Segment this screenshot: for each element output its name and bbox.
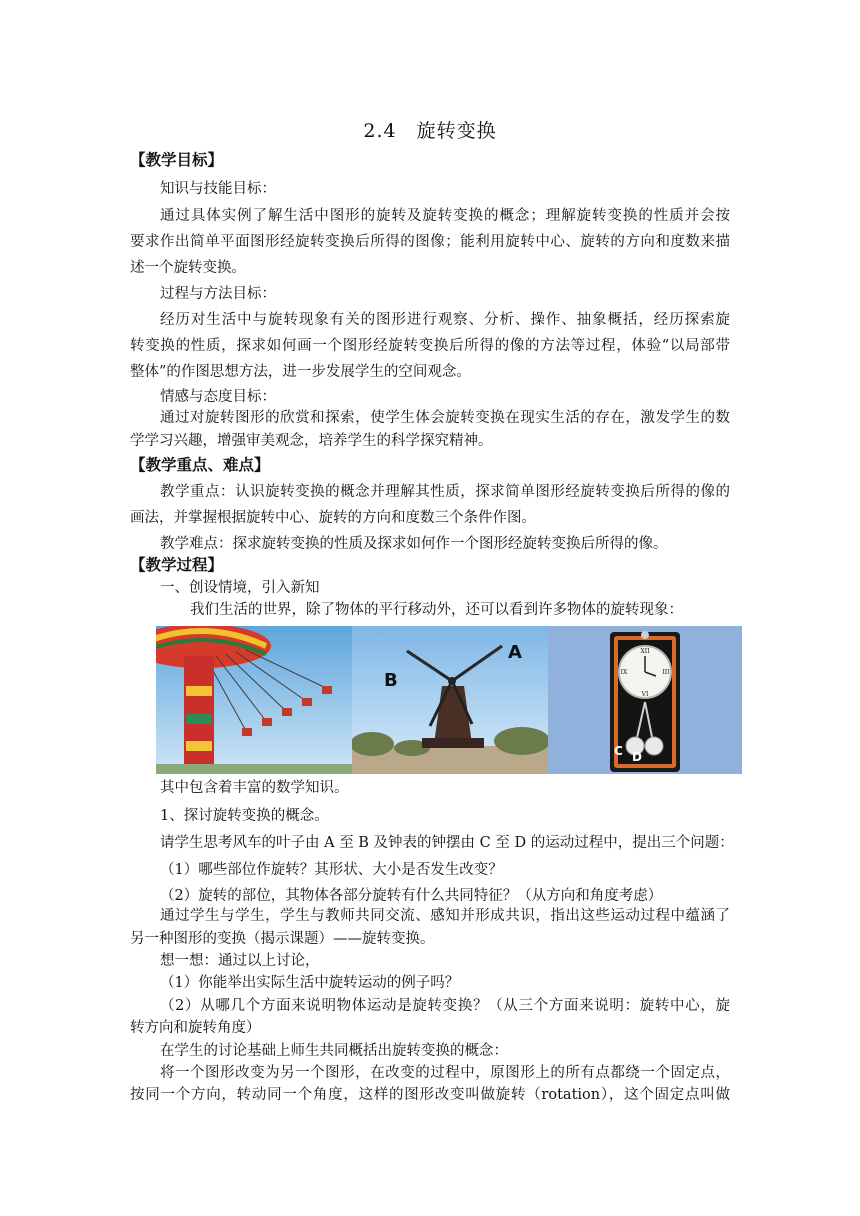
paragraph-line: 要求作出简单平面图形经旋转变换后所得的图像；能利用旋转中心、旋转的方向和度数来描 xyxy=(130,234,730,250)
step1-heading: 一、创设情境，引入新知 xyxy=(160,580,320,596)
paragraph-line: 教学重点：认识旋转变换的概念并理解其性质，探求简单图形经旋转变换后所得的像的 xyxy=(160,484,730,500)
subsection-heading: 1、探讨旋转变换的概念。 xyxy=(160,808,329,824)
clock-label-d: D xyxy=(632,750,642,764)
svg-text:XII: XII xyxy=(640,648,650,655)
paragraph-line: 整体”的作图思想方法，进一步发展学生的空间观念。 xyxy=(130,364,471,380)
paragraph-line: 通过对旋转图形的欣赏和探索，使学生体会旋转变换在现实生活的存在，激发学生的数 xyxy=(160,410,730,426)
paragraph-line: 通过具体实例了解生活中图形的旋转及旋转变换的概念；理解旋转变换的性质并会按 xyxy=(160,208,730,224)
paragraph-line: 将一个图形改变为另一个图形，在改变的过程中，原图形上的所有点都绕一个固定点， xyxy=(160,1065,730,1081)
process2-heading: 【教学过程】 xyxy=(130,555,224,574)
paragraph-line: 在学生的讨论基础上师生共同概括出旋转变换的概念： xyxy=(160,1043,508,1059)
paragraph-line: 转变换的性质，探求如何画一个图形经旋转变换后所得的像的方法等过程，体验“以局部带 xyxy=(130,338,730,354)
paragraph-line: 述一个旋转变换。 xyxy=(130,260,246,276)
think-question-1: （1）你能举出实际生活中旋转运动的例子吗？ xyxy=(160,975,460,991)
pendulum-clock-photo xyxy=(548,626,742,774)
knowledge-heading: 知识与技能目标： xyxy=(160,181,276,197)
paragraph-line: 请学生思考风车的叶子由 A 至 B 及钟表的钟摆由 C 至 D 的运动过程中，提出三个问题： xyxy=(160,835,734,851)
paragraph-line: 教学难点：探求旋转变换的性质及探求如何作一个图形经旋转变换后所得的像。 xyxy=(160,536,668,552)
paragraph-line: 转方向和旋转角度） xyxy=(130,1020,261,1036)
page-title: 2.4 旋转变换 xyxy=(363,120,497,142)
windmill-label-a: A xyxy=(508,642,522,663)
swing-ride-photo xyxy=(156,626,352,774)
paragraph-line: 我们生活的世界，除了物体的平行移动外，还可以看到许多物体的旋转现象： xyxy=(190,602,683,618)
paragraph-line: 其中包含着丰富的数学知识。 xyxy=(160,780,349,796)
clock-label-c: C xyxy=(614,744,623,758)
paragraph-line: 经历对生活中与旋转现象有关的图形进行观察、分析、操作、抽象概括，经历探索旋 xyxy=(160,312,730,328)
keypoints-heading: 【教学重点、难点】 xyxy=(130,455,270,474)
emotion-heading: 情感与态度目标： xyxy=(160,389,276,405)
question-2: （2）旋转的部位，其物体各部分旋转有什么共同特征？（从方向和角度考虑） xyxy=(160,888,663,904)
think-question-2: （2）从哪几个方面来说明物体运动是旋转变换？（从三个方面来说明：旋转中心，旋 xyxy=(160,998,730,1014)
paragraph-line: 画法，并掌握根据旋转中心、旋转的方向和度数三个条件作图。 xyxy=(130,510,536,526)
process-heading: 过程与方法目标： xyxy=(160,286,276,302)
paragraph-line: 按同一个方向，转动同一个角度，这样的图形改变叫做旋转（rotation），这个固定点叫做 xyxy=(130,1087,730,1103)
paragraph-line: 另一种图形的变换（揭示课题）——旋转变换。 xyxy=(130,931,435,947)
svg-text:III: III xyxy=(662,669,670,676)
windmill-label-b: B xyxy=(384,670,398,691)
paragraph-line: 学学习兴趣，增强审美观念，培养学生的科学探究精神。 xyxy=(130,433,493,449)
objectives-heading: 【教学目标】 xyxy=(130,150,224,169)
svg-text:VI: VI xyxy=(641,691,649,698)
windmill-photo xyxy=(352,626,548,774)
paragraph-line: 想一想：通过以上讨论， xyxy=(160,953,320,969)
paragraph-line: 通过学生与学生，学生与教师共同交流、感知并形成共识，指出这些运动过程中蕴涵了 xyxy=(160,908,730,924)
question-1: （1）哪些部位作旋转？其形状、大小是否发生改变？ xyxy=(160,862,503,878)
rotation-examples-figure xyxy=(156,626,742,774)
svg-text:IX: IX xyxy=(620,669,628,676)
